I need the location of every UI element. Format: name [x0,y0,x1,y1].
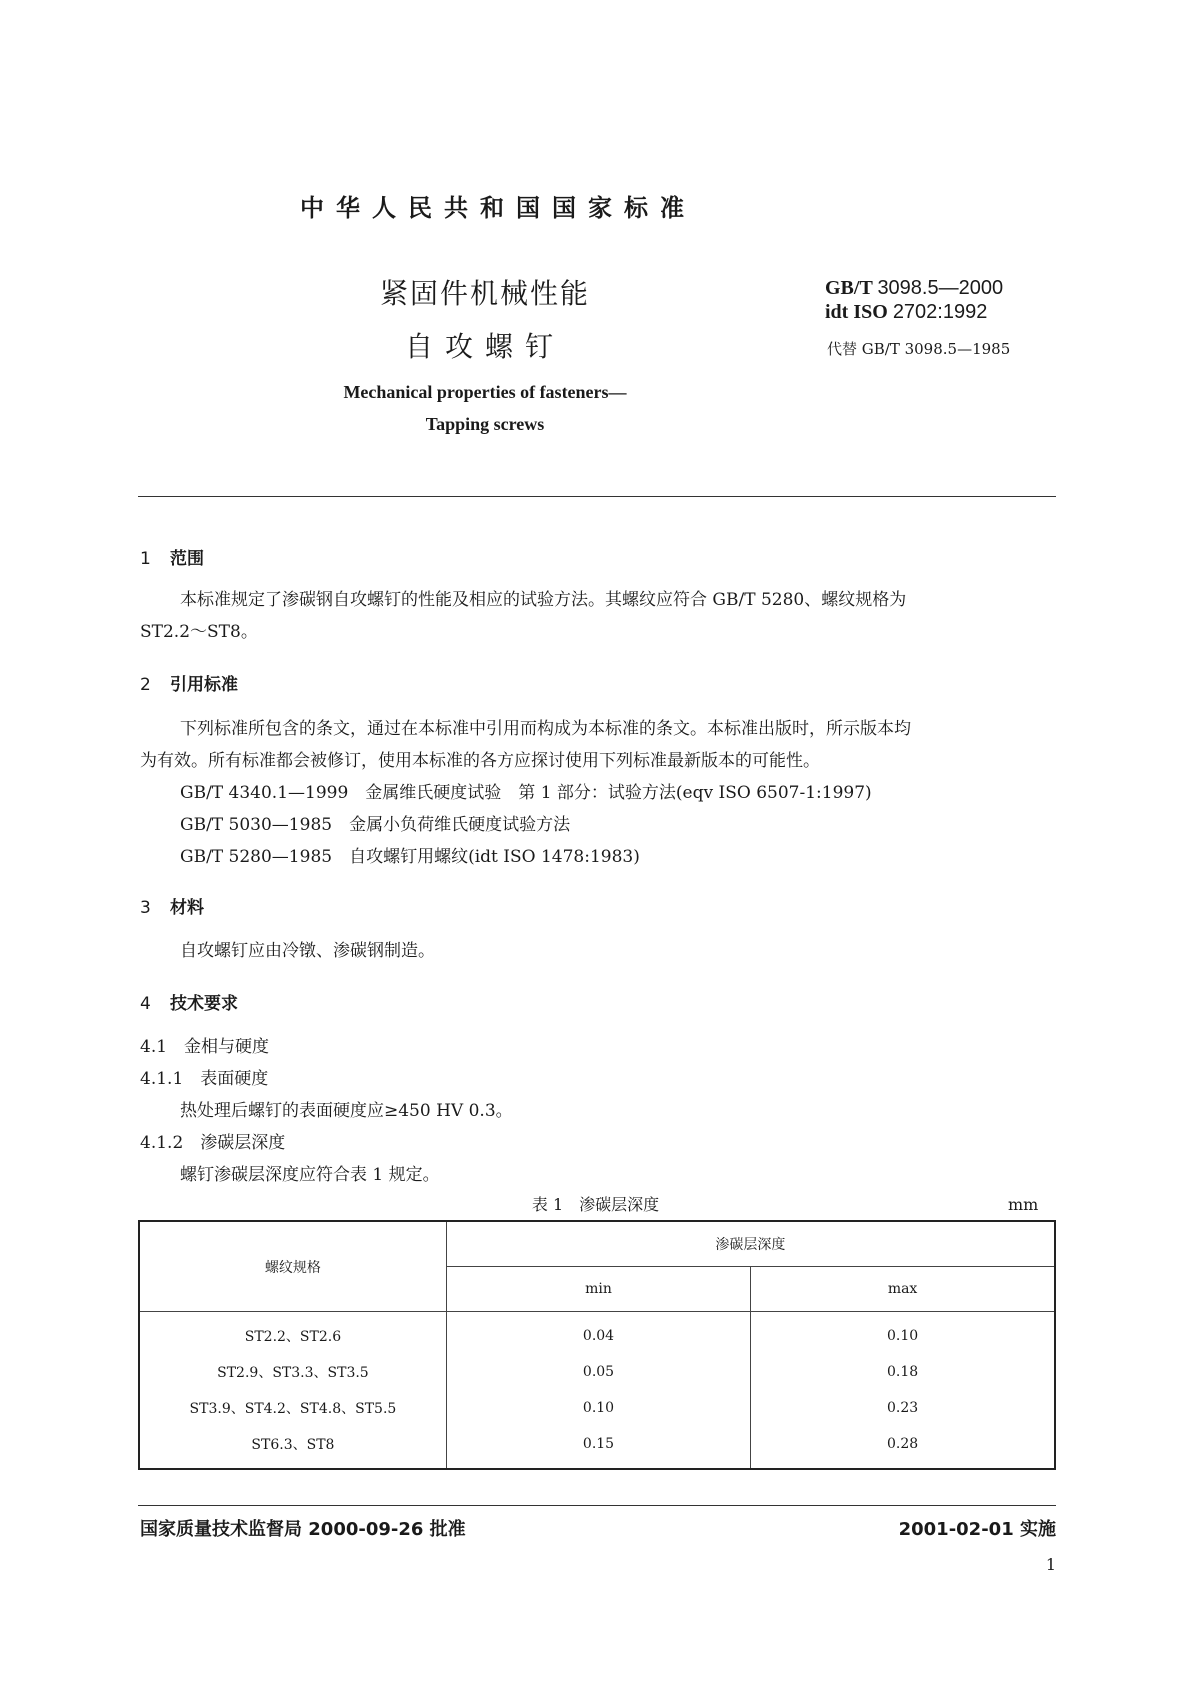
table-row [139,1390,1055,1426]
table-row [139,1426,1055,1469]
cell-max: 0.18 [751,1354,1055,1390]
subsection-4-1-2-text: 螺钉渗碳层深度应符合表 1 规定。 [180,1165,440,1185]
table-row [139,1354,1055,1390]
reference-item: GB/T 4340.1—1999 金属维氏硬度试验 第 1 部分：试验方法(eqv ISO 6507-1:1997) [180,783,872,803]
section-1-text-line2: ST2.2～ST8。 [140,622,258,642]
cell-max: 0.10 [751,1312,1055,1355]
cell-spec: ST2.9、ST3.3、ST3.5 [139,1354,446,1390]
cell-max: 0.23 [751,1390,1055,1426]
section-1-text-line1: 本标准规定了渗碳钢自攻螺钉的性能及相应的试验方法。其螺纹应符合 GB/T 5280、螺纹规格为 [180,590,907,610]
section-2-text-line1: 下列标准所包含的条文，通过在本标准中引用而构成为本标准的条文。本标准出版时，所示版本均 [180,719,911,739]
section-2-text-line2: 为有效。所有标准都会被修订，使用本标准的各方应探讨使用下列标准最新版本的可能性。 [140,751,820,771]
header-min: min [446,1267,750,1312]
reference-item: GB/T 5030—1985 金属小负荷维氏硬度试验方法 [180,815,571,835]
reference-item: GB/T 5280—1985 自攻螺钉用螺纹(idt ISO 1478:1983) [180,847,640,867]
standard-code [825,276,1003,324]
code-prefix: GB/T [825,277,873,299]
table-unit: mm [1008,1195,1039,1214]
implementation-date: 2001-02-01 实施 [898,1519,1056,1540]
title-en-line2: Tapping screws [425,414,545,434]
page-number: 1 [1045,1555,1056,1574]
code-number: 3098.5—2000 [877,277,1004,299]
title-cn-line1: 紧固件机械性能 [379,277,590,310]
cell-min: 0.15 [446,1426,750,1469]
cell-spec: ST3.9、ST4.2、ST4.8、ST5.5 [139,1390,446,1426]
title-cn-line2: 自攻螺钉 [404,330,565,363]
header-divider [138,496,1056,497]
approval-note: 国家质量技术监督局 2000-09-26 批准 [140,1519,466,1540]
cell-min: 0.04 [446,1312,750,1355]
header-thread-spec: 螺纹规格 [139,1221,446,1312]
section-3-heading: 3 材料 [140,898,204,918]
table-row [139,1312,1055,1355]
cell-spec: ST6.3、ST8 [139,1426,446,1469]
replaces-note: 代替 GB/T 3098.5—1985 [827,340,1011,358]
table-caption: 表 1 渗碳层深度 [531,1195,660,1214]
cell-max: 0.28 [751,1426,1055,1469]
header-max: max [751,1267,1055,1312]
case-depth-table [138,1220,1056,1470]
idt-prefix: idt ISO [825,301,888,323]
section-3-text: 自攻螺钉应由冷镦、渗碳钢制造。 [180,941,435,961]
header-case-depth: 渗碳层深度 [446,1221,1055,1267]
subsection-4-1: 4.1 金相与硬度 [140,1037,270,1057]
cell-spec: ST2.2、ST2.6 [139,1312,446,1355]
section-2-heading: 2 引用标准 [140,675,238,695]
title-en-line1: Mechanical properties of fasteners— [343,382,627,402]
cell-min: 0.05 [446,1354,750,1390]
section-1-heading: 1 范围 [140,549,204,569]
section-4-heading: 4 技术要求 [140,994,238,1014]
subsection-4-1-1: 4.1.1 表面硬度 [140,1069,269,1089]
footer-divider [138,1505,1056,1506]
subsection-4-1-1-text: 热处理后螺钉的表面硬度应≥450 HV 0.3。 [180,1101,513,1121]
idt-number: 2702:1992 [892,301,988,323]
cell-min: 0.10 [446,1390,750,1426]
subsection-4-1-2: 4.1.2 渗碳层深度 [140,1133,286,1153]
national-standard-heading: 中华人民共和国国家标准 [300,194,696,222]
